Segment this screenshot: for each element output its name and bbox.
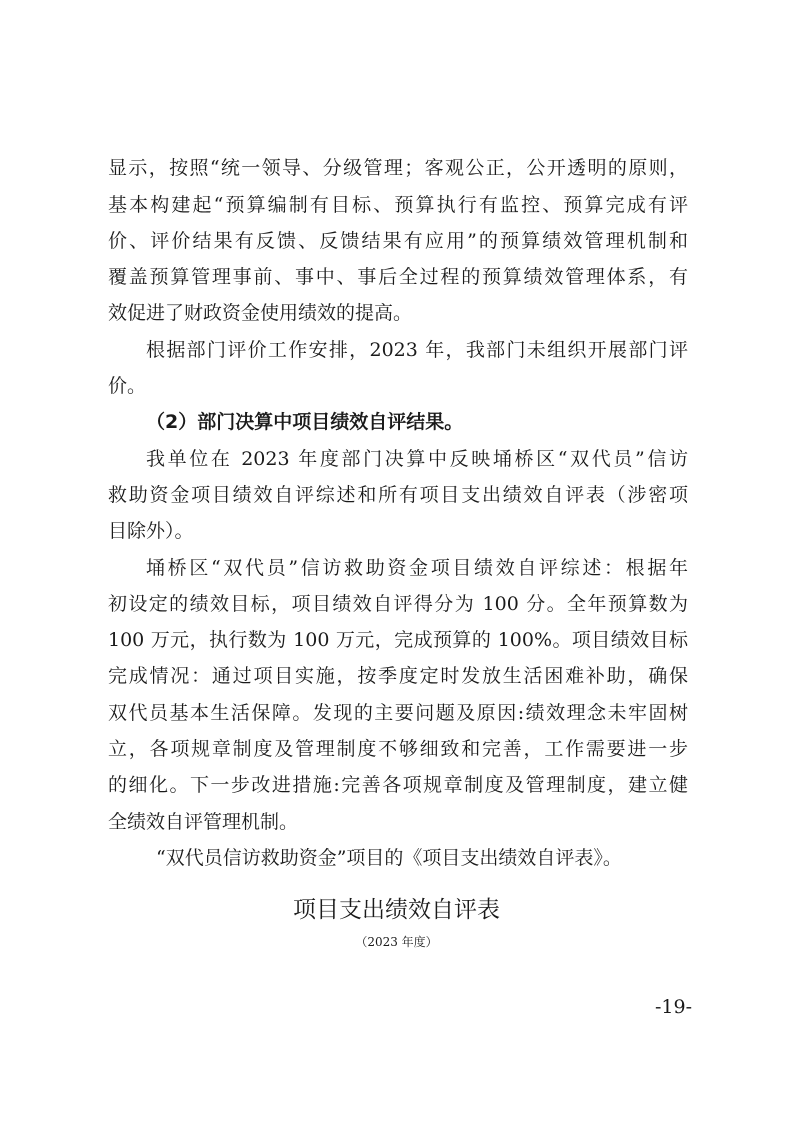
paragraph-4-line-3: 100 万元，执行数为 100 万元，完成预算的 100%。项目绩效目标	[108, 629, 688, 651]
paragraph-3-line-2: 救助资金项目绩效自评综述和所有项目支出绩效自评表（涉密项	[108, 484, 688, 506]
paragraph-4-line-2: 初设定的绩效目标，项目绩效自评得分为 100 分。全年预算数为	[108, 593, 688, 615]
paragraph-3-line-3: 目除外）。	[108, 520, 194, 542]
paragraph-4-line-6: 立，各项规章制度及管理制度不够细致和完善，工作需要进一步	[108, 738, 688, 760]
paragraph-1-line-2: 基本构建起“预算编制有目标、预算执行有监控、预算完成有评	[108, 194, 688, 216]
paragraph-2-line-1: 根据部门评价工作安排，2023 年，我部门未组织开展部门评	[146, 339, 688, 361]
page-number: -19-	[654, 996, 692, 1018]
table-subtitle: （2023 年度）	[355, 935, 438, 949]
paragraph-1-line-5: 效促进了财政资金使用绩效的提高。	[108, 302, 413, 324]
paragraph-2-line-2: 价。	[108, 375, 147, 397]
paragraph-4-line-7: 的细化。下一步改进措施:完善各项规章制度及管理制度，建立健	[108, 774, 688, 796]
paragraph-1-line-1: 显示，按照“统一领导、分级管理；客观公正，公开透明的原则，	[108, 157, 688, 179]
paragraph-4-line-4: 完成情况：通过项目实施，按季度定时发放生活困难补助，确保	[108, 665, 688, 687]
paragraph-4-line-8: 全绩效自评管理机制。	[108, 811, 299, 833]
paragraph-3-line-1: 我单位在 2023 年度部门决算中反映埇桥区“双代员”信访	[146, 448, 688, 470]
section-heading: （2）部门决算中项目绩效自评结果。	[146, 411, 464, 433]
paragraph-1-line-4: 覆盖预算管理事前、事中、事后全过程的预算绩效管理体系，有	[108, 266, 688, 288]
paragraph-4-line-1: 埇桥区“双代员”信访救助资金项目绩效自评综述：根据年	[146, 557, 688, 579]
paragraph-4-line-5: 双代员基本生活保障。发现的主要问题及原因:绩效理念未牢固树	[108, 702, 688, 724]
paragraph-5-line-1: “双代员信访救助资金”项目的《项目支出绩效自评表》。	[156, 847, 622, 869]
table-title: 项目支出绩效自评表	[293, 897, 500, 923]
paragraph-1-line-3: 价、评价结果有反馈、反馈结果有应用”的预算绩效管理机制和	[108, 230, 688, 252]
